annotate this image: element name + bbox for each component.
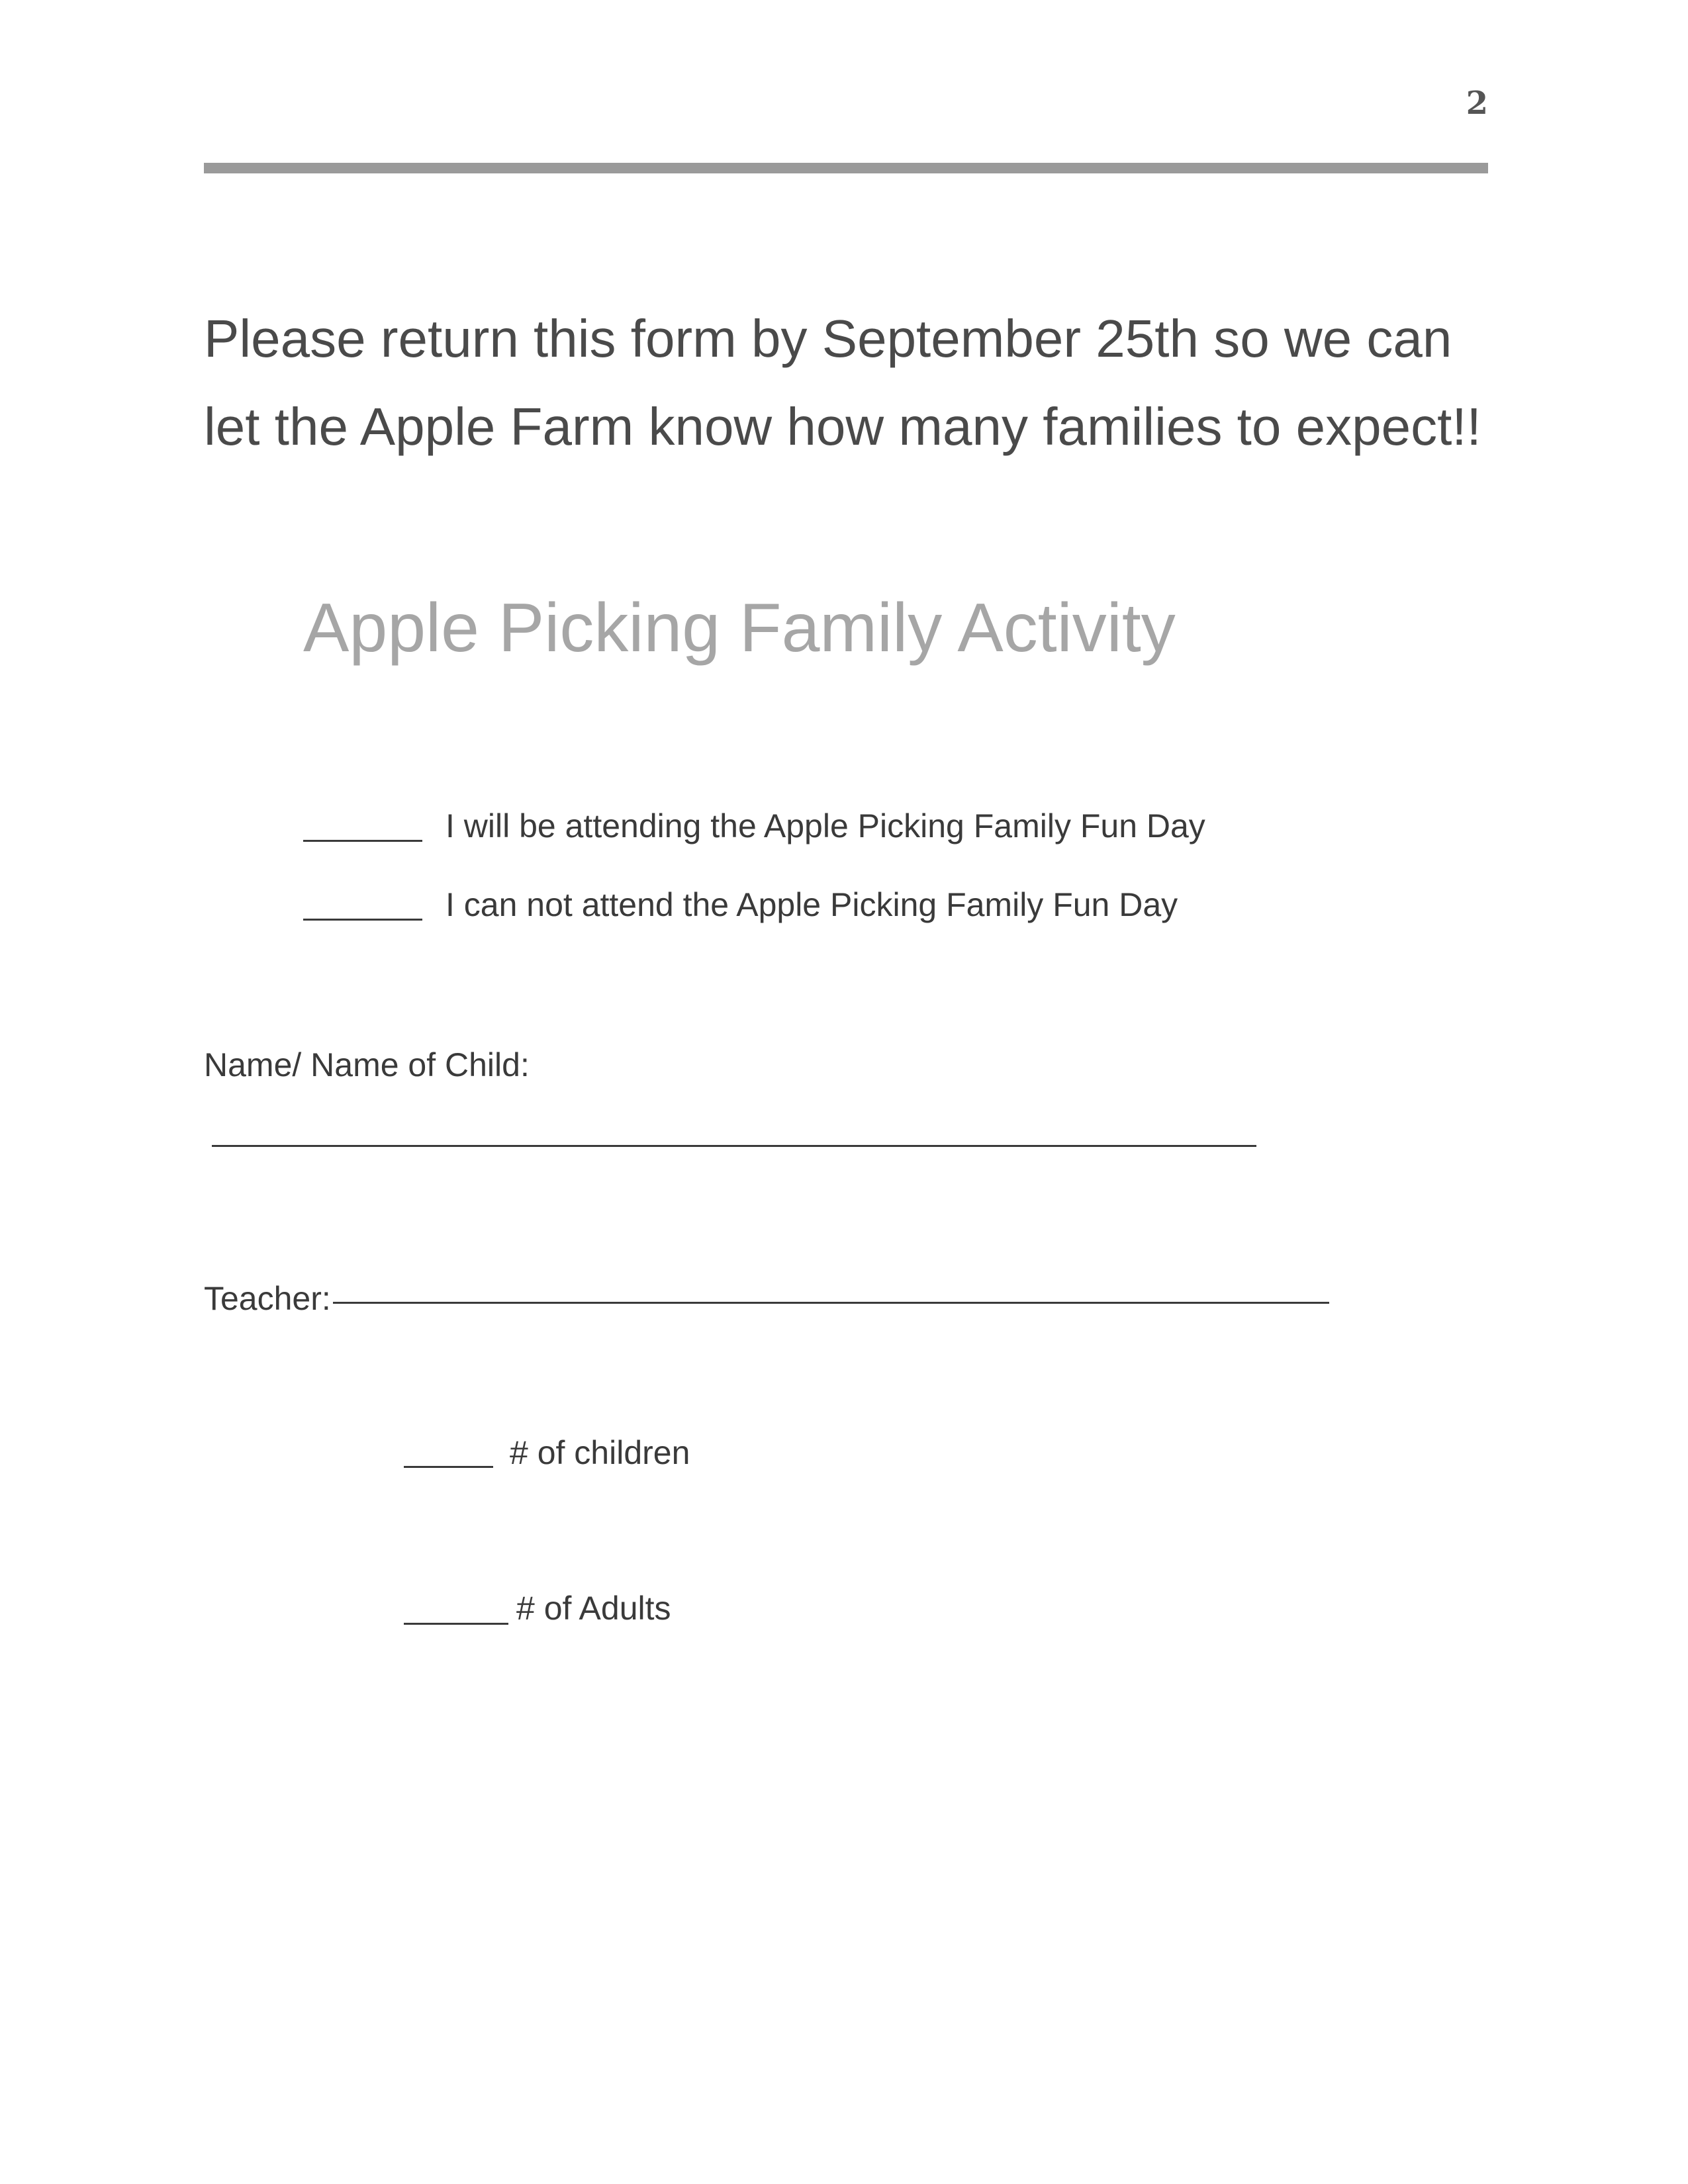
children-count-blank[interactable]	[404, 1466, 493, 1468]
return-instructions: Please return this form by September 25th so we can let the Apple Farm know how many families to expect!!	[204, 309, 1481, 456]
teacher-label: Teacher:	[204, 1280, 331, 1317]
page-number: 2	[1466, 85, 1488, 122]
not-attending-option-label: I can not attend the Apple Picking Family Fun Day	[445, 886, 1178, 923]
attending-checkbox-blank[interactable]	[303, 840, 422, 842]
adults-count-blank[interactable]	[404, 1623, 508, 1625]
name-label: Name/ Name of Child:	[204, 1046, 530, 1083]
teacher-input-line[interactable]	[333, 1302, 1329, 1304]
children-count-label: # of children	[510, 1434, 690, 1471]
adults-count-label: # of Adults	[516, 1590, 671, 1627]
header-rule	[204, 163, 1488, 173]
form-title: Apple Picking Family Activity	[303, 590, 1176, 666]
not-attending-checkbox-blank[interactable]	[303, 919, 422, 921]
attending-option-label: I will be attending the Apple Picking Family Fun Day	[445, 807, 1205, 844]
name-input-line[interactable]	[212, 1145, 1256, 1147]
